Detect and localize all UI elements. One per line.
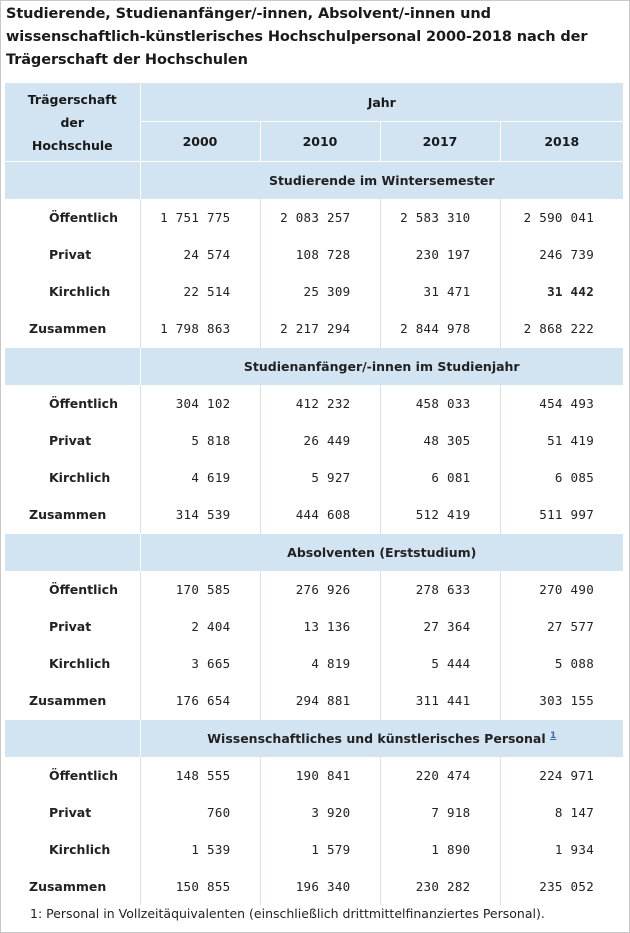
table-cell: 458 033 — [380, 385, 500, 422]
section-title: Wissenschaftliches und künstlerisches Personal — [207, 731, 546, 746]
year-header: 2010 — [260, 122, 380, 162]
table-row — [5, 459, 623, 496]
corner-header — [5, 83, 140, 162]
table-cell: 1 890 — [380, 831, 500, 868]
table-cell: 3 665 — [140, 645, 260, 682]
table-cell: 108 728 — [260, 236, 380, 273]
row-label: Öffentlich — [5, 571, 140, 608]
table-cell: 1 934 — [500, 831, 623, 868]
row-label: Öffentlich — [5, 199, 140, 236]
table-cell: 278 633 — [380, 571, 500, 608]
page-title: Studierende, Studienanfänger/-innen, Absolvent/-innen und wissenschaftlich-künstlerisches Hochschulpersonal 2000-2018 nach der Trägerschaft der Hochschulen — [6, 6, 588, 68]
table-row — [5, 682, 623, 720]
row-label: Kirchlich — [5, 459, 140, 496]
table-cell: 2 868 222 — [500, 310, 623, 348]
total-row-label: Zusammen — [5, 868, 140, 905]
year-group-header: Jahr — [140, 83, 623, 122]
section-header-row — [5, 534, 623, 572]
row-label: Öffentlich — [5, 385, 140, 422]
table-cell: 511 997 — [500, 496, 623, 534]
table-cell: 196 340 — [260, 868, 380, 905]
row-label: Privat — [5, 422, 140, 459]
table-cell: 8 147 — [500, 794, 623, 831]
table-cell: 314 539 — [140, 496, 260, 534]
table-cell: 276 926 — [260, 571, 380, 608]
table-cell: 4 819 — [260, 645, 380, 682]
table-row — [5, 794, 623, 831]
footnote-link[interactable]: 1 — [550, 731, 557, 741]
table-cell: 1 579 — [260, 831, 380, 868]
table-row — [5, 608, 623, 645]
table-cell: 48 305 — [380, 422, 500, 459]
table-row — [5, 645, 623, 682]
table-cell: 2 590 041 — [500, 199, 623, 236]
section-title-cell — [140, 348, 623, 386]
section-title-cell — [140, 162, 623, 200]
table-row — [5, 571, 623, 608]
section-title: Studienanfänger/-innen im Studienjahr — [243, 359, 520, 374]
table-cell: 27 364 — [380, 608, 500, 645]
table-row — [5, 199, 623, 236]
table-cell: 412 232 — [260, 385, 380, 422]
table-cell: 13 136 — [260, 608, 380, 645]
year-header: 2018 — [500, 122, 623, 162]
section-header-row — [5, 720, 623, 758]
table-cell: 190 841 — [260, 757, 380, 794]
section-title-cell — [140, 720, 623, 758]
table-cell: 26 449 — [260, 422, 380, 459]
table-cell: 5 444 — [380, 645, 500, 682]
table-cell: 51 419 — [500, 422, 623, 459]
table-cell: 150 855 — [140, 868, 260, 905]
table-cell: 4 619 — [140, 459, 260, 496]
table-cell: 246 739 — [500, 236, 623, 273]
table-cell: 27 577 — [500, 608, 623, 645]
table-cell: 5 088 — [500, 645, 623, 682]
table-cell: 31 442 — [500, 273, 623, 310]
row-label: Kirchlich — [5, 645, 140, 682]
table-cell: 2 844 978 — [380, 310, 500, 348]
table-cell: 2 217 294 — [260, 310, 380, 348]
footnote: 1: Personal in Vollzeitäquivalenten (einschließlich drittmittelfinanziertes Personal). — [30, 906, 545, 921]
table-cell: 760 — [140, 794, 260, 831]
table-cell: 1 539 — [140, 831, 260, 868]
statistics-table — [5, 83, 623, 905]
table-cell: 31 471 — [380, 273, 500, 310]
table-cell: 5 927 — [260, 459, 380, 496]
table-row — [5, 273, 623, 310]
section-title: Studierende im Wintersemester — [268, 173, 495, 188]
table-cell: 270 490 — [500, 571, 623, 608]
table-cell: 303 155 — [500, 682, 623, 720]
table-row — [5, 236, 623, 273]
row-label: Privat — [5, 794, 140, 831]
table-cell: 2 583 310 — [380, 199, 500, 236]
row-label: Kirchlich — [5, 273, 140, 310]
total-row-label: Zusammen — [5, 682, 140, 720]
row-label: Privat — [5, 608, 140, 645]
year-header: 2017 — [380, 122, 500, 162]
row-label: Öffentlich — [5, 757, 140, 794]
table-cell: 22 514 — [140, 273, 260, 310]
section-title: Absolventen (Erststudium) — [287, 545, 477, 560]
table-cell: 1 751 775 — [140, 199, 260, 236]
corner-line: Trägerschaft — [27, 91, 117, 107]
table-cell: 6 085 — [500, 459, 623, 496]
table-cell: 294 881 — [260, 682, 380, 720]
section-title-cell — [140, 534, 623, 572]
table-cell: 7 918 — [380, 794, 500, 831]
section-header-row — [5, 162, 623, 200]
section-header-spacer — [5, 162, 140, 200]
table-cell: 235 052 — [500, 868, 623, 905]
section-header-spacer — [5, 348, 140, 386]
table-cell: 220 474 — [380, 757, 500, 794]
table-row — [5, 868, 623, 905]
table-cell: 230 197 — [380, 236, 500, 273]
table-row — [5, 757, 623, 794]
table-cell: 224 971 — [500, 757, 623, 794]
table-row — [5, 385, 623, 422]
table-cell: 230 282 — [380, 868, 500, 905]
table-cell: 148 555 — [140, 757, 260, 794]
table-cell: 5 818 — [140, 422, 260, 459]
row-label: Kirchlich — [5, 831, 140, 868]
total-row-label: Zusammen — [5, 496, 140, 534]
table-row — [5, 310, 623, 348]
table-cell: 2 083 257 — [260, 199, 380, 236]
total-row-label: Zusammen — [5, 310, 140, 348]
table-cell: 6 081 — [380, 459, 500, 496]
table-cell: 304 102 — [140, 385, 260, 422]
table-cell: 170 585 — [140, 571, 260, 608]
table-cell: 1 798 863 — [140, 310, 260, 348]
table-cell: 24 574 — [140, 236, 260, 273]
table-cell: 444 608 — [260, 496, 380, 534]
year-header: 2000 — [140, 122, 260, 162]
table-cell: 512 419 — [380, 496, 500, 534]
section-header-row — [5, 348, 623, 386]
section-header-spacer — [5, 534, 140, 572]
table-cell: 2 404 — [140, 608, 260, 645]
corner-line: der — [60, 114, 85, 130]
table-cell: 311 441 — [380, 682, 500, 720]
table-row — [5, 831, 623, 868]
section-header-spacer — [5, 720, 140, 758]
table-cell: 176 654 — [140, 682, 260, 720]
table-cell: 3 920 — [260, 794, 380, 831]
table-row — [5, 422, 623, 459]
table-cell: 25 309 — [260, 273, 380, 310]
table-cell: 454 493 — [500, 385, 623, 422]
corner-line: Hochschule — [31, 137, 113, 153]
table-row — [5, 496, 623, 534]
row-label: Privat — [5, 236, 140, 273]
